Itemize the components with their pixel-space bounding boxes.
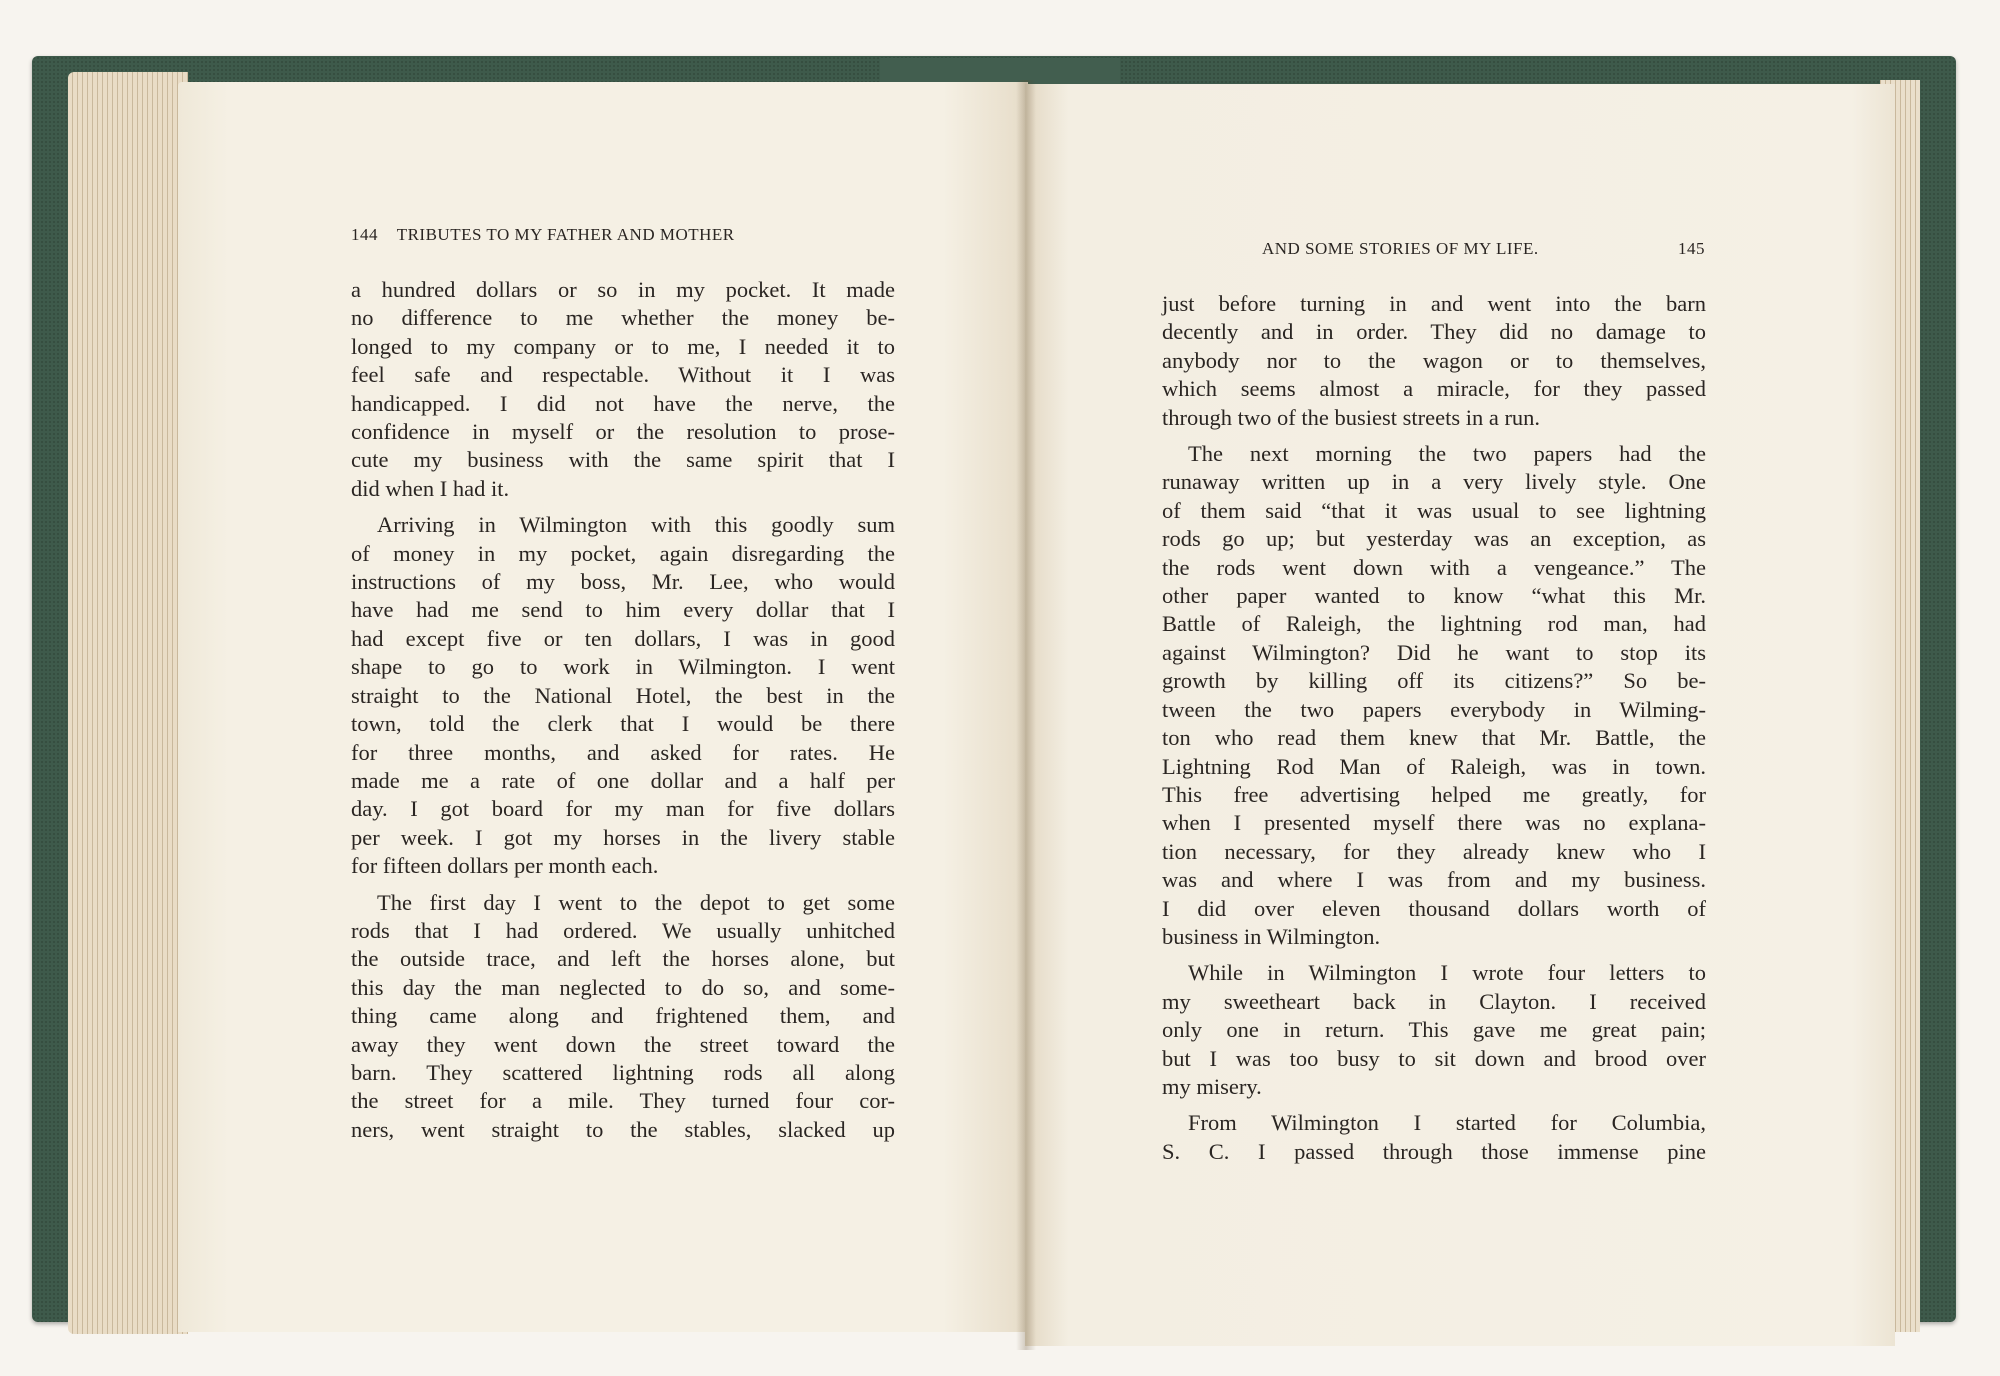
text-line: longed to my company or to me, I needed it to	[351, 333, 895, 359]
text-line: my sweetheart back in Clayton. I received	[1162, 988, 1706, 1014]
paragraph	[1162, 959, 1706, 1101]
text-line: of them said “that it was usual to see lightning	[1162, 497, 1706, 523]
text-line: confidence in myself or the resolution to prose-	[351, 419, 895, 445]
text-line: away they went down the street toward the	[351, 1031, 895, 1057]
left-running-header	[351, 225, 735, 245]
text-line: town, told the clerk that I would be there	[351, 711, 895, 737]
text-line: this day the man neglected to do so, and some-	[351, 974, 895, 1000]
text-line: handicapped. I did not have the nerve, the	[351, 390, 895, 416]
text-line: growth by killing off its citizens?” So be-	[1162, 668, 1706, 694]
text-line: but I was too busy to sit down and brood over	[1162, 1045, 1706, 1071]
text-line: decently and in order. They did no damage to	[1162, 319, 1706, 345]
text-line: anybody nor to the wagon or to themselves,	[1162, 347, 1706, 373]
running-head-title: TRIBUTES TO MY FATHER AND MOTHER	[396, 225, 735, 244]
text-line: I did over eleven thousand dollars worth of	[1162, 895, 1706, 921]
text-line: no difference to me whether the money be-	[351, 305, 895, 331]
text-line: feel safe and respectable. Without it I was	[351, 362, 895, 388]
text-line: rods go up; but yesterday was an exception, as	[1162, 526, 1706, 552]
text-line: straight to the National Hotel, the best in the	[351, 682, 895, 708]
text-line: my misery.	[1162, 1073, 1262, 1099]
text-line: the street for a mile. They turned four cor-	[351, 1088, 895, 1114]
text-line: shape to go to work in Wilmington. I went	[351, 654, 895, 680]
text-line: ton who read them knew that Mr. Battle, the	[1162, 725, 1706, 751]
text-line: Lightning Rod Man of Raleigh, was in town.	[1162, 753, 1706, 779]
left-text-column	[351, 276, 895, 1152]
text-line: rods that I had ordered. We usually unhitched	[351, 917, 895, 943]
text-line: barn. They scattered lightning rods all along	[351, 1059, 895, 1085]
text-line: Battle of Raleigh, the lightning rod man, had	[1162, 611, 1706, 637]
text-line: instructions of my boss, Mr. Lee, who would	[351, 569, 895, 595]
paragraph	[351, 889, 895, 1145]
text-line: just before turning in and went into the barn	[1162, 291, 1706, 316]
text-line: cute my business with the same spirit that I	[351, 447, 895, 473]
right-text-column	[1162, 290, 1706, 1174]
text-line: for three months, and asked for rates. He	[351, 739, 895, 765]
page-number: 144	[351, 225, 378, 244]
text-line: S. C. I passed through those immense pine	[1162, 1138, 1706, 1164]
text-line: the outside trace, and left the horses alone, but	[351, 946, 895, 972]
text-line: business in Wilmington.	[1162, 923, 1381, 949]
text-line: tween the two papers everybody in Wilming-	[1162, 696, 1706, 722]
running-head-title: AND SOME STORIES OF MY LIFE.	[1262, 239, 1539, 258]
text-line: made me a rate of one dollar and a half per	[351, 767, 895, 793]
text-line: Arriving in Wilmington with this goodly sum	[377, 512, 895, 538]
text-line: have had me send to him every dollar that I	[351, 597, 895, 623]
paragraph	[1162, 290, 1706, 432]
text-line: through two of the busiest streets in a run.	[1162, 404, 1541, 430]
text-line: was and where I was from and my business.	[1162, 867, 1706, 893]
gutter	[1016, 80, 1036, 1350]
text-line: The next morning the two papers had the	[1188, 441, 1706, 467]
text-line: of money in my pocket, again disregarding the	[351, 540, 895, 566]
text-line: did when I had it.	[351, 475, 510, 501]
page-number: 145	[1678, 239, 1705, 258]
text-line: which seems almost a miracle, for they passed	[1162, 376, 1706, 402]
text-line: other paper wanted to know “what this Mr.	[1162, 583, 1706, 609]
text-line: for fifteen dollars per month each.	[351, 853, 659, 879]
text-line: only one in return. This gave me great pain;	[1162, 1017, 1706, 1043]
text-line: against Wilmington? Did he want to stop its	[1162, 639, 1706, 665]
text-line: While in Wilmington I wrote four letters to	[1188, 960, 1706, 986]
text-line: ners, went straight to the stables, slacked up	[351, 1116, 895, 1142]
text-line: tion necessary, for they already knew who I	[1162, 838, 1706, 864]
text-line: thing came along and frightened them, and	[351, 1003, 895, 1029]
text-line: This free advertising helped me greatly, for	[1162, 781, 1706, 807]
text-line: a hundred dollars or so in my pocket. It made	[351, 277, 895, 302]
text-line: From Wilmington I started for Columbia,	[1188, 1110, 1706, 1136]
paragraph	[351, 511, 895, 880]
text-line: per week. I got my horses in the livery stable	[351, 824, 895, 850]
right-running-header	[1262, 239, 1705, 259]
text-line: runaway written up in a very lively style. One	[1162, 469, 1706, 495]
text-line: The first day I went to the depot to get some	[377, 889, 895, 915]
paragraph	[1162, 440, 1706, 951]
text-line: had except five or ten dollars, I was in good	[351, 625, 895, 651]
text-line: day. I got board for my man for five dollars	[351, 796, 895, 822]
paragraph	[351, 276, 895, 503]
paragraph	[1162, 1109, 1706, 1166]
text-line: when I presented myself there was no explana-	[1162, 810, 1706, 836]
text-line: the rods went down with a vengeance.” The	[1162, 554, 1706, 580]
page-edges-left	[68, 72, 188, 1334]
